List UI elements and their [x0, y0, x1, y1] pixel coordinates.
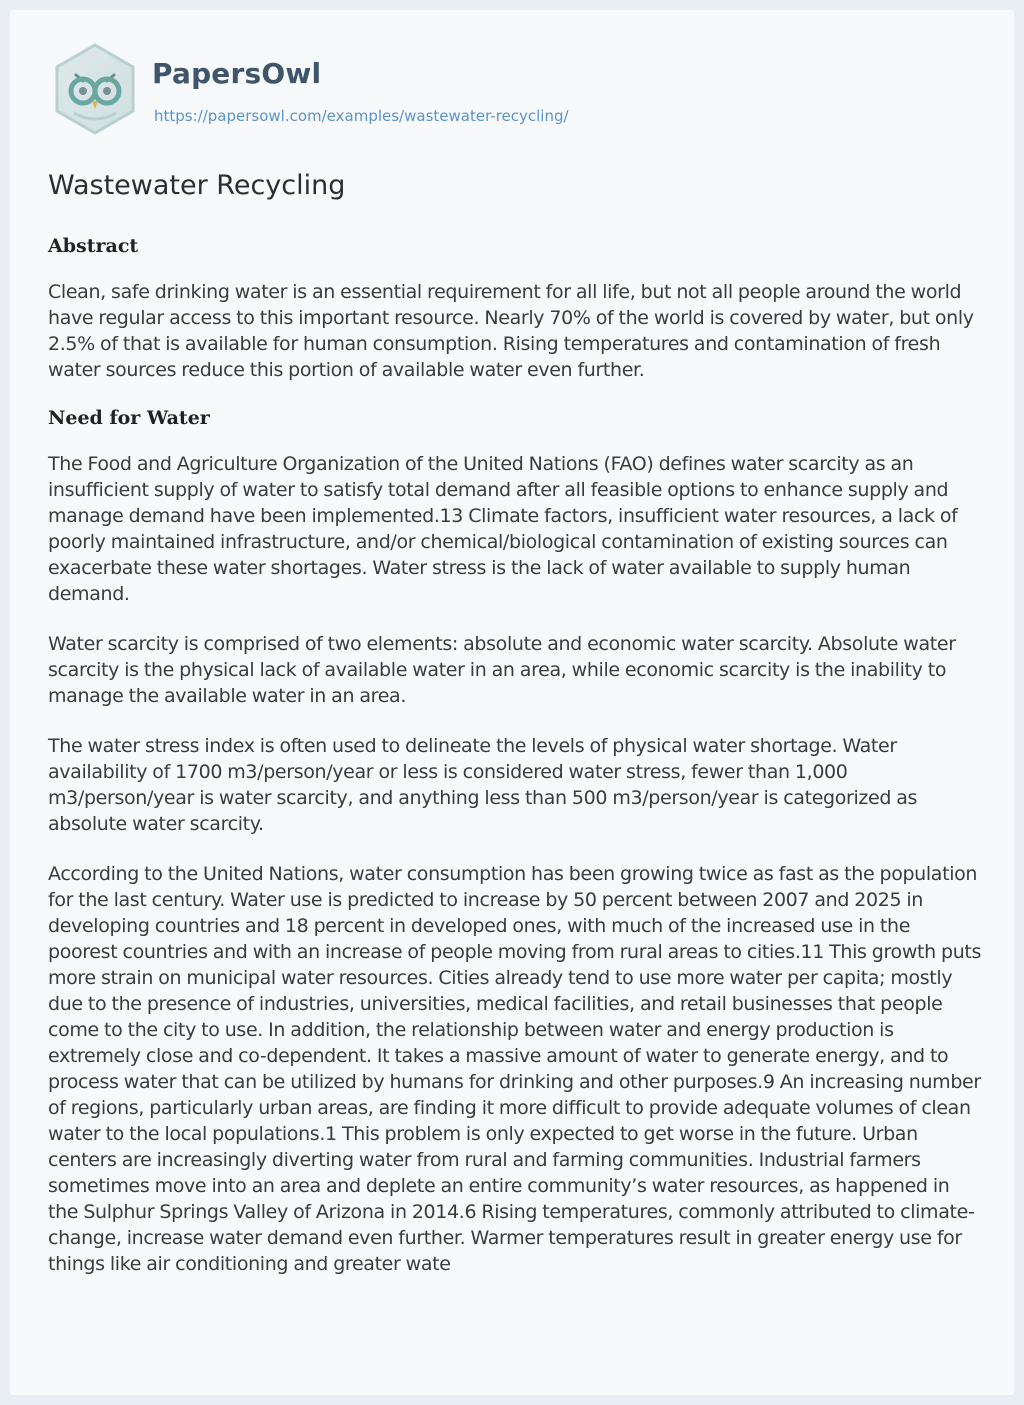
body-paragraph: The water stress index is often used to delineate the levels of physical water shortage. Water availability of 1700 m3/person/year or less is considered water stress, fewer than 1,000 m3/person/year is water scarcity, and anything less than 500 m3/person/year is categorized as absolute water scarcity.	[48, 735, 918, 835]
document-title: Wastewater Recycling	[48, 170, 346, 201]
page-url-link[interactable]: https://papersowl.com/examples/wastewater-recycling/	[154, 107, 569, 125]
section-heading-need-for-water: Need for Water	[48, 407, 210, 429]
document-page	[10, 10, 1014, 1395]
site-name: PapersOwl	[152, 57, 322, 90]
owl-icon[interactable]	[50, 39, 140, 139]
body-paragraph: Water scarcity is comprised of two elements: absolute and economic water scarcity. Absolute water scarcity is the physical lack of available water in an area, while economic scarcity is the inability to manage the available water in an area.	[48, 633, 956, 707]
body-paragraph: According to the United Nations, water consumption has been growing twice as fast as the population for the last century. Water use is predicted to increase by 50 percent between 2007 and 2025 in developing countries and 18 percent in developed ones, with much of the increased use in the poorest countries and with an increase of people moving from rural areas to cities.11 This growth puts more strain on municipal water resources. Cities already tend to use more water per capita; mostly due to the presence of industries, universities, medical facilities, and retail businesses that people come to the city to use. In addition, the relationship between water and energy production is extremely close and co-dependent. It takes a massive amount of water to generate energy, and to process water that can be utilized by humans for drinking and other purposes.9 An increasing number of regions, particularly urban areas, are finding it more difficult to provide adequate volumes of clean water to the local populations.1 This problem is only expected to get worse in the future. Urban centers are increasingly diverting water from rural and farming communities. Industrial farmers sometimes move into an area and deplete an entire community’s water resources, as happened in the Sulphur Springs Valley of Arizona in 2014.6 Rising temperatures, commonly attributed to climate-change, increase water demand even further. Warmer temperatures result in greater energy use for things like air conditioning and greater wate	[48, 863, 982, 1275]
document-body	[48, 170, 982, 1301]
body-paragraph: The Food and Agriculture Organization of the United Nations (FAO) defines water scarcity as an insufficient supply of water to satisfy total demand after all feasible options to enhance supply and manage demand have been implemented.13 Climate factors, insufficient water resources, a lack of poorly maintained infrastructure, and/or chemical/biological contamination of existing sources can exacerbate these water shortages. Water stress is the lack of water available to supply human demand.	[48, 453, 958, 605]
section-heading-abstract: Abstract	[48, 235, 139, 257]
site-header	[50, 39, 750, 139]
abstract-paragraph: Clean, safe drinking water is an essential requirement for all life, but not all people around the world have regular access to this important resource. Nearly 70% of the world is covered by water, but only 2.5% of that is available for human consumption. Rising temperatures and contamination of fresh water sources reduce this portion of available water even further.	[48, 281, 974, 381]
